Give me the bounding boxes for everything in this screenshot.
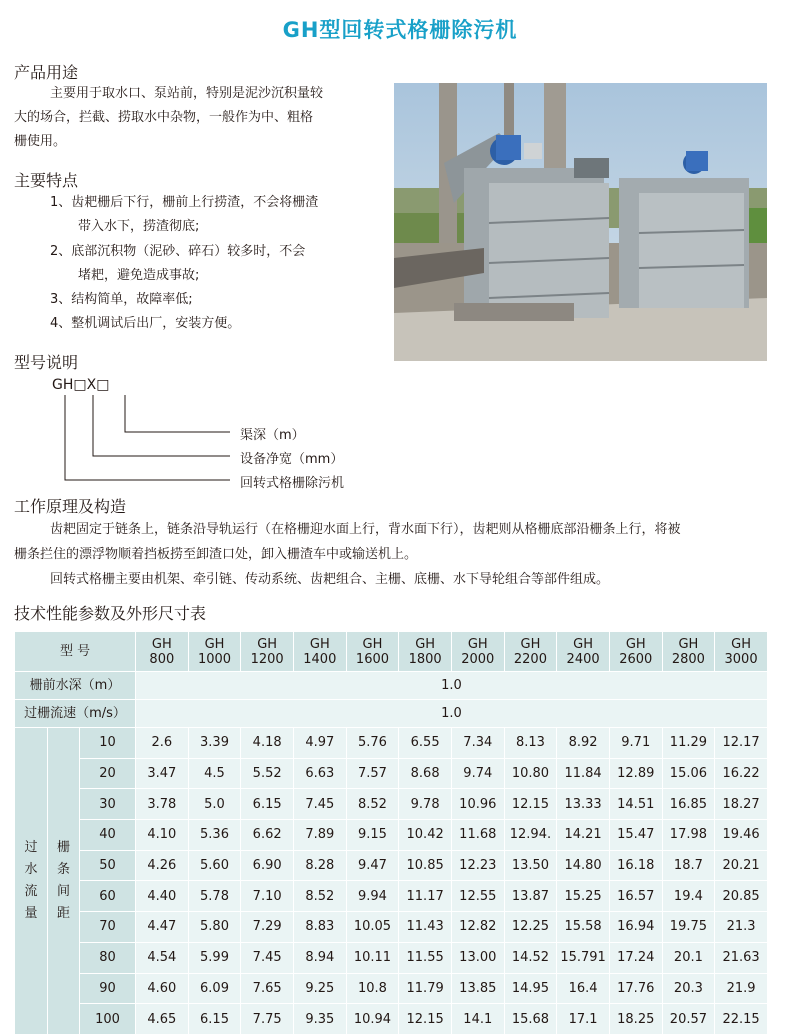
flow-value: 10.05 xyxy=(346,912,399,943)
page-title: GH型回转式格栅除污机 xyxy=(282,18,518,42)
flow-value: 12.82 xyxy=(451,912,504,943)
flow-value: 9.94 xyxy=(346,881,399,912)
flow-value: 4.65 xyxy=(136,1004,189,1035)
flow-value: 20.3 xyxy=(662,973,715,1004)
model-cell: GH 1800 xyxy=(399,632,452,672)
feature-line-4: 堵耙，避免造成事故; xyxy=(78,268,200,283)
flow-value: 16.94 xyxy=(609,912,662,943)
flow-value: 3.78 xyxy=(136,789,189,820)
flow-value: 6.15 xyxy=(188,1004,241,1035)
gap-value: 70 xyxy=(80,912,136,943)
spec-table xyxy=(14,631,768,1035)
flow-value: 5.78 xyxy=(188,881,241,912)
flow-value: 14.51 xyxy=(609,789,662,820)
flow-value: 12.17 xyxy=(715,728,768,759)
flow-row xyxy=(15,758,768,789)
flow-value: 4.10 xyxy=(136,820,189,851)
flow-value: 19.4 xyxy=(662,881,715,912)
flow-value: 5.36 xyxy=(188,820,241,851)
flow-value: 8.92 xyxy=(557,728,610,759)
flow-value: 13.33 xyxy=(557,789,610,820)
model-cell: GH 3000 xyxy=(715,632,768,672)
flow-value: 8.52 xyxy=(346,789,399,820)
flow-value: 7.75 xyxy=(241,1004,294,1035)
flow-row xyxy=(15,820,768,851)
flow-value: 17.24 xyxy=(609,942,662,973)
flow-value: 15.47 xyxy=(609,820,662,851)
flow-value: 21.63 xyxy=(715,942,768,973)
model-label-width: 设备净宽（mm） xyxy=(240,452,344,467)
flow-row xyxy=(15,881,768,912)
gap-value: 10 xyxy=(80,728,136,759)
flow-value: 13.87 xyxy=(504,881,557,912)
flow-value: 13.50 xyxy=(504,850,557,881)
gap-value: 20 xyxy=(80,758,136,789)
flow-value: 4.47 xyxy=(136,912,189,943)
flow-value: 11.68 xyxy=(451,820,504,851)
flow-value: 22.15 xyxy=(715,1004,768,1035)
flow-value: 15.791 xyxy=(557,942,610,973)
flow-value: 12.23 xyxy=(451,850,504,881)
gap-value: 100 xyxy=(80,1004,136,1035)
principle-line-3: 回转式格栅主要由机架、牵引链、传动系统、齿耙组合、主栅、底栅、水下导轮组合等部件组成。 xyxy=(50,572,610,587)
flow-value: 8.83 xyxy=(293,912,346,943)
flow-value: 20.1 xyxy=(662,942,715,973)
flow-row xyxy=(15,789,768,820)
flow-row xyxy=(15,1004,768,1035)
flow-value: 8.52 xyxy=(293,881,346,912)
flow-value: 9.74 xyxy=(451,758,504,789)
flow-value: 11.79 xyxy=(399,973,452,1004)
flow-value: 7.34 xyxy=(451,728,504,759)
speed-row xyxy=(15,700,768,728)
flow-value: 6.90 xyxy=(241,850,294,881)
principle-line-1: 齿耙固定于链条上，链条沿导轨运行（在格栅迎水面上行，背水面下行），齿耙则从格栅底部沿栅条上行，将被 xyxy=(50,522,681,537)
flow-value: 9.47 xyxy=(346,850,399,881)
flow-value: 7.57 xyxy=(346,758,399,789)
gap-value: 60 xyxy=(80,881,136,912)
flow-value: 15.58 xyxy=(557,912,610,943)
flow-value: 10.85 xyxy=(399,850,452,881)
model-cell: GH 1600 xyxy=(346,632,399,672)
flow-row xyxy=(15,912,768,943)
flow-value: 15.06 xyxy=(662,758,715,789)
model-cell: GH 1400 xyxy=(293,632,346,672)
flow-value: 12.94. xyxy=(504,820,557,851)
flow-value: 8.13 xyxy=(504,728,557,759)
flow-value: 8.28 xyxy=(293,850,346,881)
gap-value: 80 xyxy=(80,942,136,973)
model-label-depth: 渠深（m） xyxy=(240,428,305,443)
flow-value: 4.54 xyxy=(136,942,189,973)
flow-value: 9.78 xyxy=(399,789,452,820)
feature-line-1: 1、齿耙栅后下行，栅前上行捞渣，不会将栅渣 xyxy=(50,195,319,210)
flow-value: 14.80 xyxy=(557,850,610,881)
flow-value: 12.89 xyxy=(609,758,662,789)
flow-value: 4.97 xyxy=(293,728,346,759)
flow-value: 8.94 xyxy=(293,942,346,973)
flow-value: 5.0 xyxy=(188,789,241,820)
flow-value: 11.29 xyxy=(662,728,715,759)
flow-value: 15.25 xyxy=(557,881,610,912)
depth-row xyxy=(15,672,768,700)
principle-heading: 工作原理及构造 xyxy=(14,497,127,516)
flow-label: 过 水 流 量 xyxy=(15,728,48,1035)
flow-value: 17.1 xyxy=(557,1004,610,1035)
flow-value: 10.94 xyxy=(346,1004,399,1035)
model-cell: GH 2600 xyxy=(609,632,662,672)
flow-value: 16.4 xyxy=(557,973,610,1004)
flow-row xyxy=(15,973,768,1004)
features-heading: 主要特点 xyxy=(14,171,79,190)
flow-value: 10.96 xyxy=(451,789,504,820)
flow-value: 6.63 xyxy=(293,758,346,789)
flow-value: 14.1 xyxy=(451,1004,504,1035)
flow-value: 10.80 xyxy=(504,758,557,789)
model-cell: GH 2200 xyxy=(504,632,557,672)
usage-line-3: 栅使用。 xyxy=(14,134,67,149)
flow-value: 16.85 xyxy=(662,789,715,820)
flow-value: 9.25 xyxy=(293,973,346,1004)
flow-value: 11.17 xyxy=(399,881,452,912)
gap-value: 90 xyxy=(80,973,136,1004)
flow-value: 11.55 xyxy=(399,942,452,973)
feature-line-3: 2、底部沉积物（泥砂、碎石）较多时，不会 xyxy=(50,244,306,259)
flow-value: 13.00 xyxy=(451,942,504,973)
flow-value: 12.55 xyxy=(451,881,504,912)
flow-row xyxy=(15,942,768,973)
usage-line-1: 主要用于取水口、泵站前，特别是泥沙沉积量较 xyxy=(50,86,324,101)
speed-label: 过栅流速（m/s） xyxy=(15,700,136,728)
model-cell: GH 800 xyxy=(136,632,189,672)
flow-value: 8.68 xyxy=(399,758,452,789)
flow-value: 18.25 xyxy=(609,1004,662,1035)
flow-value: 6.15 xyxy=(241,789,294,820)
flow-row xyxy=(15,728,768,759)
flow-value: 4.60 xyxy=(136,973,189,1004)
flow-value: 10.42 xyxy=(399,820,452,851)
flow-value: 7.29 xyxy=(241,912,294,943)
flow-value: 5.99 xyxy=(188,942,241,973)
gap-label: 栅 条 间 距 xyxy=(48,728,80,1035)
model-heading: 型号说明 xyxy=(14,353,79,372)
flow-value: 7.10 xyxy=(241,881,294,912)
flow-value: 7.45 xyxy=(293,789,346,820)
feature-line-2: 带入水下，捞渣彻底; xyxy=(78,219,200,234)
flow-value: 9.71 xyxy=(609,728,662,759)
flow-value: 5.80 xyxy=(188,912,241,943)
gap-value: 40 xyxy=(80,820,136,851)
model-code: GH□X□ xyxy=(52,377,110,393)
flow-row xyxy=(15,850,768,881)
flow-value: 21.3 xyxy=(715,912,768,943)
flow-value: 20.57 xyxy=(662,1004,715,1035)
flow-value: 9.35 xyxy=(293,1004,346,1035)
flow-value: 20.21 xyxy=(715,850,768,881)
flow-value: 4.18 xyxy=(241,728,294,759)
flow-value: 19.46 xyxy=(715,820,768,851)
feature-line-5: 3、结构简单，故障率低; xyxy=(50,292,193,307)
usage-line-2: 大的场合，拦截、捞取水中杂物，一般作为中、粗格 xyxy=(14,110,314,125)
flow-value: 13.85 xyxy=(451,973,504,1004)
flow-value: 14.95 xyxy=(504,973,557,1004)
flow-value: 21.9 xyxy=(715,973,768,1004)
table-heading: 技术性能参数及外形尺寸表 xyxy=(14,604,207,623)
flow-value: 3.39 xyxy=(188,728,241,759)
flow-value: 16.57 xyxy=(609,881,662,912)
flow-value: 10.8 xyxy=(346,973,399,1004)
depth-label: 栅前水深（m） xyxy=(15,672,136,700)
flow-value: 14.52 xyxy=(504,942,557,973)
flow-value: 7.45 xyxy=(241,942,294,973)
model-cell: GH 2800 xyxy=(662,632,715,672)
flow-value: 7.65 xyxy=(241,973,294,1004)
flow-value: 16.18 xyxy=(609,850,662,881)
flow-value: 19.75 xyxy=(662,912,715,943)
model-label-name: 回转式格栅除污机 xyxy=(240,476,345,491)
flow-value: 7.89 xyxy=(293,820,346,851)
flow-value: 12.25 xyxy=(504,912,557,943)
flow-value: 17.98 xyxy=(662,820,715,851)
flow-value: 4.5 xyxy=(188,758,241,789)
flow-value: 6.09 xyxy=(188,973,241,1004)
flow-value: 5.76 xyxy=(346,728,399,759)
depth-value: 1.0 xyxy=(136,672,768,700)
model-cell: GH 2400 xyxy=(557,632,610,672)
flow-value: 6.62 xyxy=(241,820,294,851)
flow-value: 9.15 xyxy=(346,820,399,851)
flow-value: 11.84 xyxy=(557,758,610,789)
flow-value: 4.40 xyxy=(136,881,189,912)
gap-value: 50 xyxy=(80,850,136,881)
flow-value: 4.26 xyxy=(136,850,189,881)
flow-value: 12.15 xyxy=(504,789,557,820)
flow-value: 15.68 xyxy=(504,1004,557,1035)
speed-value: 1.0 xyxy=(136,700,768,728)
flow-value: 12.15 xyxy=(399,1004,452,1035)
model-cell: GH 1200 xyxy=(241,632,294,672)
flow-value: 17.76 xyxy=(609,973,662,1004)
flow-value: 14.21 xyxy=(557,820,610,851)
flow-value: 6.55 xyxy=(399,728,452,759)
flow-value: 3.47 xyxy=(136,758,189,789)
feature-line-6: 4、整机调试后出厂，安装方便。 xyxy=(50,316,241,331)
flow-value: 5.60 xyxy=(188,850,241,881)
gap-value: 30 xyxy=(80,789,136,820)
flow-value: 5.52 xyxy=(241,758,294,789)
principle-line-2: 栅条拦住的漂浮物顺着挡板捞至卸渣口处，卸入栅渣车中或输送机上。 xyxy=(14,547,418,562)
flow-value: 10.11 xyxy=(346,942,399,973)
usage-heading: 产品用途 xyxy=(14,63,79,82)
flow-value: 11.43 xyxy=(399,912,452,943)
model-cell: GH 2000 xyxy=(451,632,504,672)
type-label: 型 号 xyxy=(15,632,136,672)
flow-value: 16.22 xyxy=(715,758,768,789)
model-cell: GH 1000 xyxy=(188,632,241,672)
flow-value: 20.85 xyxy=(715,881,768,912)
flow-value: 18.7 xyxy=(662,850,715,881)
flow-value: 18.27 xyxy=(715,789,768,820)
flow-value: 2.6 xyxy=(136,728,189,759)
table-header-row xyxy=(15,632,768,672)
